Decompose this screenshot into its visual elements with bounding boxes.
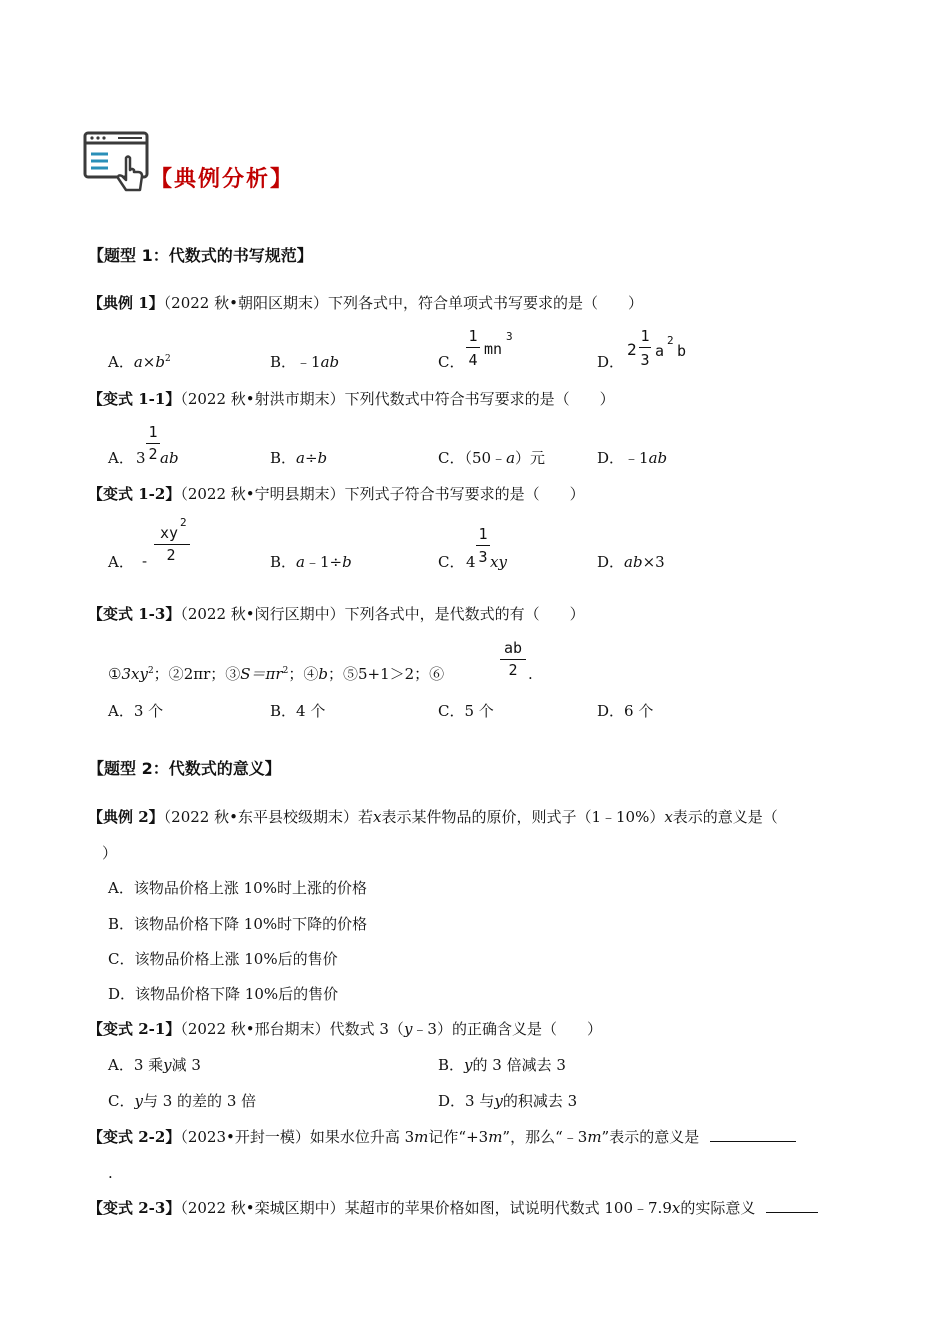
ex2-option-c[interactable]: C．该物品价格上涨 10%后的售价: [108, 950, 338, 968]
frac-num: 1: [148, 423, 158, 441]
ex1-stem: [88, 293, 643, 313]
v13-option-c[interactable]: C．5 个: [438, 702, 494, 720]
ex2-option-a[interactable]: A．该物品价格上涨 10%时上涨的价格: [108, 879, 367, 897]
answer-blank[interactable]: [766, 1198, 818, 1213]
frac-den: 2: [148, 445, 158, 463]
v13-option-a[interactable]: A．3 个: [108, 702, 164, 720]
v11-option-c[interactable]: C．（50﹣a）元: [438, 449, 546, 467]
section-header: [82, 128, 302, 200]
ex2-option-d[interactable]: D．该物品价格下降 10%后的售价: [108, 985, 339, 1003]
v23-stem: 【变式 2-3】（2022 秋•栾城区期中）某超市的苹果价格如图，试说明代数式 100﹣7.9x的实际意义: [88, 1198, 818, 1218]
frac-num: 1: [468, 327, 478, 345]
answer-blank[interactable]: [710, 1127, 796, 1142]
v11-stem: 【变式 1-1】（2022 秋•射洪市期末）下列代数式中符合书写要求的是（ ）: [88, 390, 615, 408]
frac-bar: [154, 544, 190, 545]
ex1-tag: 【典例 1】: [88, 294, 164, 312]
v13-option-b[interactable]: B．4 个: [270, 702, 326, 720]
v11-option-b[interactable]: B．a÷b: [270, 449, 328, 467]
frac-bar: [146, 443, 160, 444]
frac-den: 3: [478, 548, 488, 566]
ex2-stem-end: ）: [102, 844, 118, 862]
v22-end: .: [108, 1164, 113, 1182]
v21-option-a[interactable]: A．3 乘y减 3: [108, 1056, 201, 1074]
v13-option-d[interactable]: D．6 个: [597, 702, 654, 720]
v12-option-c[interactable]: C． 4 1 3 xy: [438, 525, 507, 571]
type1-title: 【题型 1：代数式的书写规范】: [88, 246, 313, 265]
type2-title: 【题型 2：代数式的意义】: [88, 759, 281, 778]
frac-den: 2: [166, 546, 176, 564]
ex1-option-c[interactable]: C． 1 4 mn 3: [438, 327, 513, 371]
ex2-stem: 【典例 2】（2022 秋•东平县校级期末）若x表示某件物品的原价，则式子（1﹣10%）x表示的意义是（: [88, 808, 778, 826]
ex1-option-b[interactable]: B．﹣1ab: [270, 353, 340, 371]
v13-stem: 【变式 1-3】（2022 秋•闵行区期中）下列各式中，是代数式的有（ ）: [88, 605, 585, 623]
frac-bar: [466, 347, 480, 348]
frac-num: xy: [159, 524, 179, 542]
frac-den: 2: [508, 661, 518, 679]
v11-option-a[interactable]: A． 3 1 2 ab: [108, 423, 179, 467]
frac-num: 1: [640, 327, 650, 345]
frac-den: 3: [640, 351, 650, 369]
v21-stem: 【变式 2-1】（2022 秋•邢台期末）代数式 3（y﹣3）的正确含义是（ ）: [88, 1020, 602, 1038]
frac-bar: [476, 545, 490, 546]
section-header-title: 【典例分析】: [150, 167, 295, 192]
frac-den: 4: [468, 351, 478, 369]
ex1-stem-text: （2022 秋•朝阳区期末）下列各式中，符合单项式书写要求的是（ ）: [163, 294, 643, 312]
frac-num: ab: [503, 639, 523, 657]
frac-bar: [639, 347, 651, 348]
v12-option-b[interactable]: B．a﹣1÷b: [270, 553, 352, 571]
browser-pointer-icon: [82, 128, 152, 198]
ex1-option-d[interactable]: D． 2 1 3 a 2 b: [597, 327, 687, 371]
v21-option-d[interactable]: D．3 与y的积减去 3: [438, 1092, 578, 1110]
ex2-option-b[interactable]: B．该物品价格下降 10%时下降的价格: [108, 915, 368, 933]
frac-num: 1: [478, 525, 488, 543]
frac-bar: [500, 659, 526, 660]
v12-option-a[interactable]: A． - xy 2 2: [108, 514, 228, 568]
v12-option-d[interactable]: D．ab×3: [597, 553, 665, 571]
v21-option-b[interactable]: B．y的 3 倍减去 3: [438, 1056, 566, 1074]
v12-stem: 【变式 1-2】（2022 秋•宁明县期末）下列式子符合书写要求的是（ ）: [88, 485, 585, 503]
ex1-option-a[interactable]: A．$a\times b^2$: [108, 353, 171, 371]
v21-option-c[interactable]: C．y与 3 的差的 3 倍: [108, 1092, 257, 1110]
v22-stem: 【变式 2-2】（2023•开封一模）如果水位升高 3m记作“+3m”，那么“﹣3m”表示的意义是: [88, 1127, 796, 1147]
v11-option-d[interactable]: D．﹣1ab: [597, 449, 668, 467]
v13-items: $①3xy^2$；②2πr；$③S=\pi r^2$；④b；⑤5+1＞2；⑥ ab 2 .: [108, 639, 533, 683]
